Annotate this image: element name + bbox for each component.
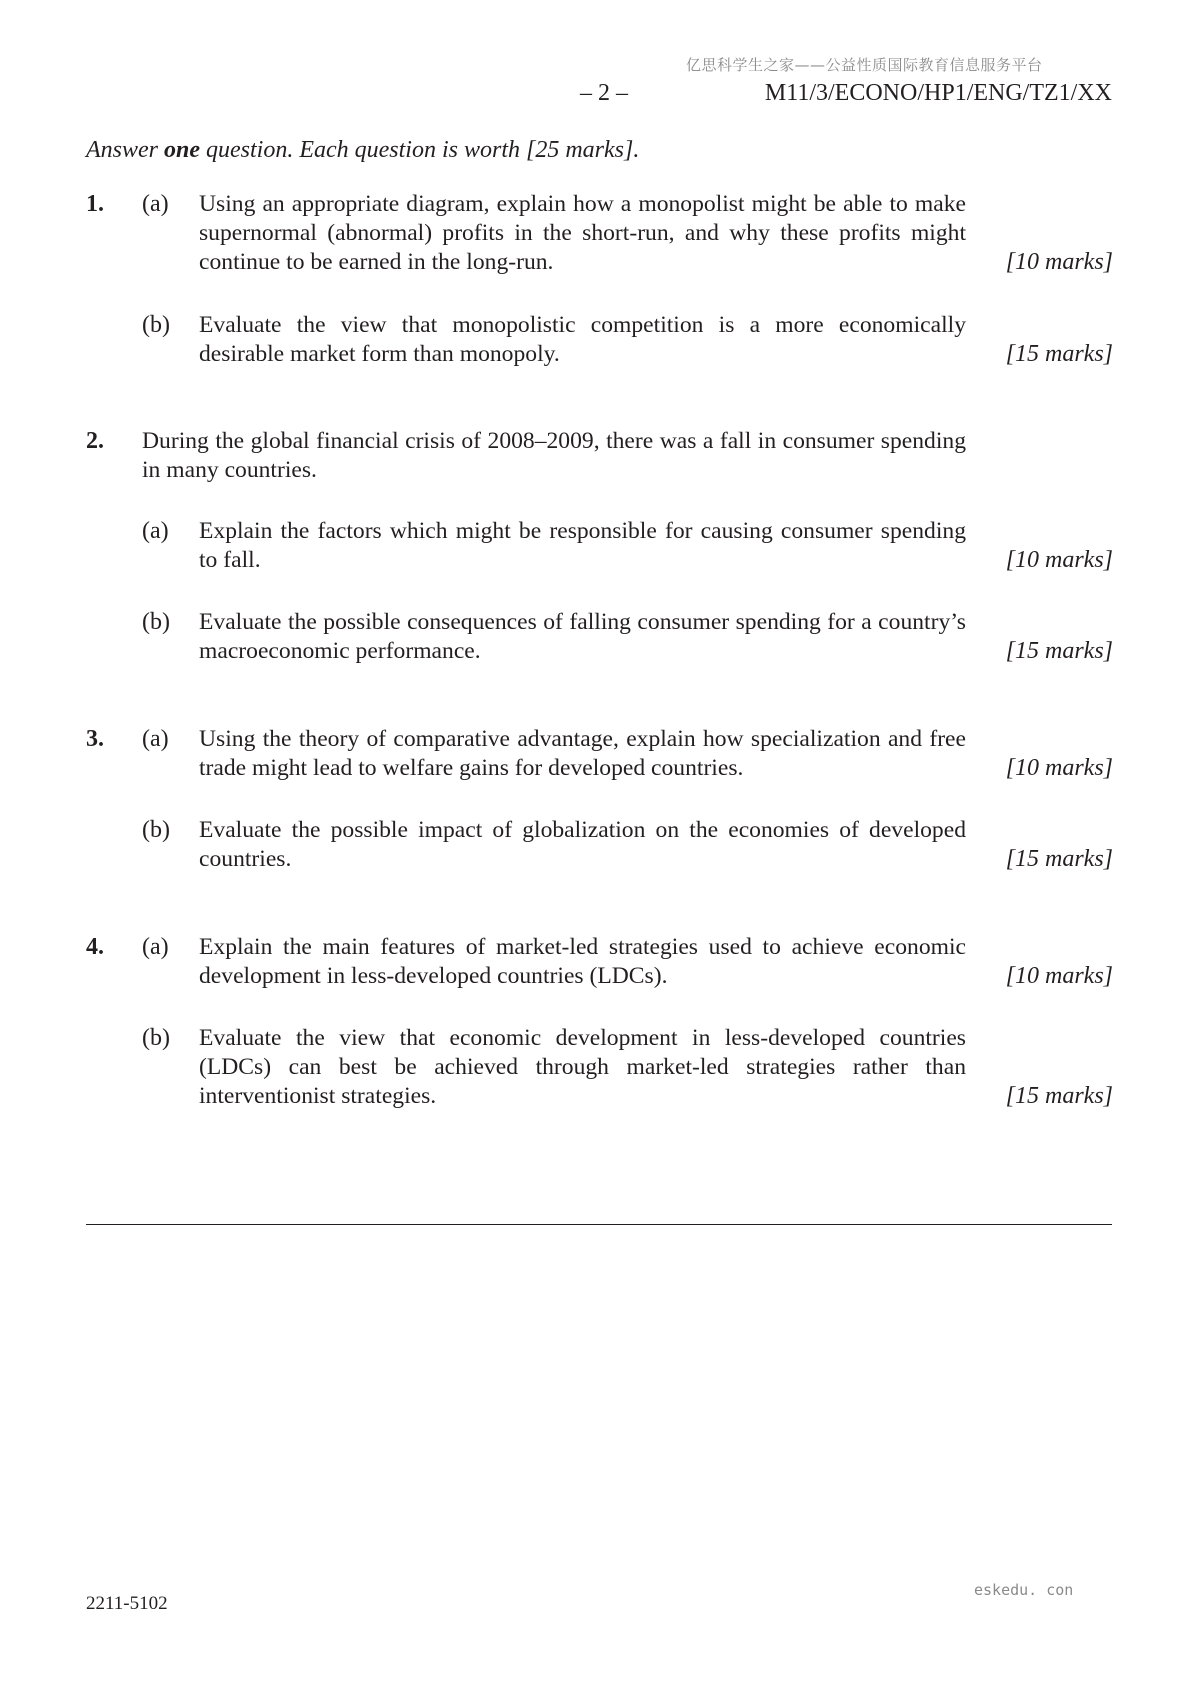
part-text: Explain the main features of market-led strategies used to achieve economic development in less-developed countries (LDCs).	[199, 934, 966, 989]
page-number: – 2 –	[580, 80, 628, 106]
instruction-suffix: question. Each question is worth [25 marks].	[200, 137, 640, 163]
part-marks: [15 marks]	[1005, 846, 1113, 872]
part-text: Evaluate the possible consequences of falling consumer spending for a country’s macroeconomic performance.	[199, 609, 966, 664]
document-id: 2211-5102	[86, 1593, 168, 1614]
part-marks: [10 marks]	[1005, 249, 1113, 275]
part-text: Explain the factors which might be responsible for causing consumer spending to fall.	[199, 518, 966, 573]
part-label: (b)	[142, 312, 170, 338]
part-marks: [15 marks]	[1005, 1083, 1113, 1109]
end-rule	[86, 1224, 1112, 1225]
part-text: Using the theory of comparative advantage, explain how specialization and free trade might lead to welfare gains for developed countries.	[199, 726, 966, 781]
instruction-prefix: Answer	[86, 137, 164, 163]
question-stem: During the global financial crisis of 2008–2009, there was a fall in consumer spending in many countries.	[142, 428, 966, 483]
part-marks: [10 marks]	[1005, 547, 1113, 573]
part-marks: [15 marks]	[1005, 638, 1113, 664]
part-marks: [15 marks]	[1005, 341, 1113, 367]
part-text: Evaluate the possible impact of globalization on the economies of developed countries.	[199, 817, 966, 872]
question-number: 3.	[86, 726, 104, 752]
part-label: (a)	[142, 934, 169, 960]
part-text: Evaluate the view that monopolistic competition is a more economically desirable market form than monopoly.	[199, 312, 966, 367]
part-label: (b)	[142, 609, 170, 635]
part-marks: [10 marks]	[1005, 963, 1113, 989]
question-number: 2.	[86, 428, 104, 454]
part-label: (b)	[142, 1025, 170, 1051]
footer-watermark: eskedu. con	[974, 1581, 1074, 1599]
part-label: (a)	[142, 726, 169, 752]
instruction	[86, 137, 639, 164]
part-text: Using an appropriate diagram, explain how a monopolist might be able to make supernormal (abnormal) profits in the short-run, and why these profits might continue to be earned in the long-run.	[199, 191, 966, 275]
instruction-emphasis: one	[164, 137, 200, 163]
part-label: (a)	[142, 191, 169, 217]
part-label: (a)	[142, 518, 169, 544]
question-number: 1.	[86, 191, 104, 217]
question-number: 4.	[86, 934, 104, 960]
paper-code: M11/3/ECONO/HP1/ENG/TZ1/XX	[764, 80, 1112, 106]
part-marks: [10 marks]	[1005, 755, 1113, 781]
part-text: Evaluate the view that economic development in less-developed countries (LDCs) can best be achieved through market-led strategies rather than interventionist strategies.	[199, 1025, 966, 1109]
part-label: (b)	[142, 817, 170, 843]
header-watermark: 亿思科学生之家——公益性质国际教育信息服务平台	[686, 56, 1043, 74]
